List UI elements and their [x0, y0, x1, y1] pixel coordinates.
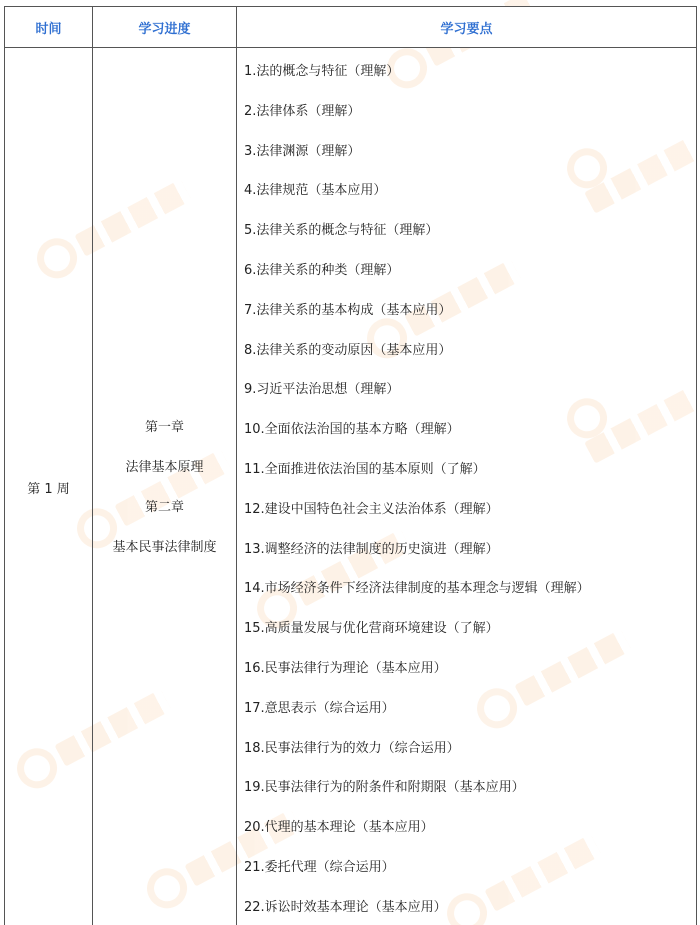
list-item: 7.法律关系的基本构成（基本应用） — [244, 302, 452, 318]
points-cell — [237, 48, 697, 925]
chapter-1-label: 第一章 — [144, 419, 184, 435]
progress-cell — [93, 48, 237, 925]
table-header-row — [5, 7, 697, 48]
list-item: 21.委托代理（综合运用） — [244, 859, 395, 875]
list-item: 4.法律规范（基本应用） — [244, 183, 387, 199]
header-time: 时间 — [5, 7, 93, 48]
list-item: 22.诉讼时效基本理论（基本应用） — [244, 899, 447, 915]
list-item: 14.市场经济条件下经济法律制度的基本理念与逻辑（理解） — [244, 581, 590, 597]
header-progress: 学习进度 — [93, 7, 237, 48]
list-item: 17.意思表示（综合运用） — [244, 700, 395, 716]
table-row — [5, 48, 697, 925]
list-item: 5.法律关系的概念与特征（理解） — [244, 223, 439, 239]
header-points: 学习要点 — [237, 7, 697, 48]
list-item: 13.调整经济的法律制度的历史演进（理解） — [244, 541, 499, 557]
list-item: 11.全面推进依法治国的基本原则（了解） — [244, 461, 486, 477]
list-item: 20.代理的基本理论（基本应用） — [244, 820, 434, 836]
list-item: 9.习近平法治思想（理解） — [244, 382, 400, 398]
chapter-2-title: 基本民事法律制度 — [112, 539, 217, 555]
list-item: 10.全面依法治国的基本方略（理解） — [244, 422, 460, 438]
chapter-2-label: 第二章 — [144, 499, 184, 515]
list-item: 3.法律渊源（理解） — [244, 143, 361, 159]
study-points-list — [237, 48, 696, 925]
list-item: 8.法律关系的变动原因（基本应用） — [244, 342, 452, 358]
list-item: 16.民事法律行为理论（基本应用） — [244, 660, 447, 676]
list-item: 15.高质量发展与优化营商环境建设（了解） — [244, 621, 499, 637]
week-cell: 第 1 周 — [5, 48, 93, 925]
chapter-1-title: 法律基本原理 — [125, 459, 204, 475]
list-item: 12.建设中国特色社会主义法治体系（理解） — [244, 501, 499, 517]
list-item: 1.法的概念与特征（理解） — [244, 64, 400, 79]
study-schedule-table — [4, 6, 697, 925]
list-item: 19.民事法律行为的附条件和附期限（基本应用） — [244, 780, 525, 796]
list-item: 18.民事法律行为的效力（综合运用） — [244, 740, 460, 756]
list-item: 6.法律关系的种类（理解） — [244, 262, 400, 278]
list-item: 2.法律体系（理解） — [244, 103, 361, 119]
